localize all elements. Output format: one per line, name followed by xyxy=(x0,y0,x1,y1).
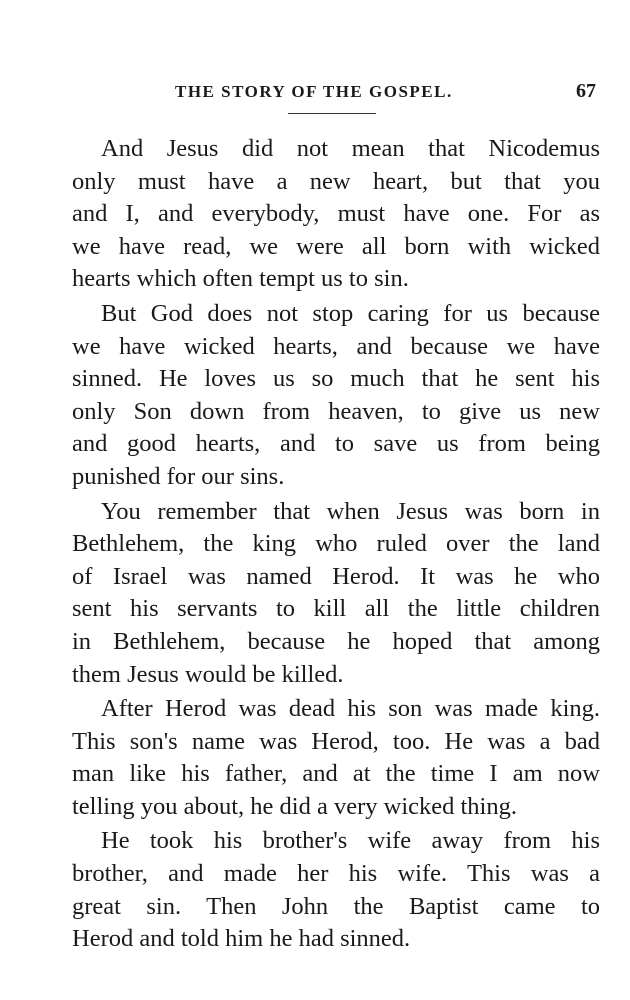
paragraph xyxy=(72,133,600,296)
paragraph xyxy=(72,693,600,823)
text-line: He took his brother's wife away from his xyxy=(101,827,600,855)
text-line: punished for our sins. xyxy=(72,462,285,490)
text-line: of Israel was named Herod. It was he who xyxy=(72,562,600,590)
text-line: them Jesus would be killed. xyxy=(72,660,344,688)
text-line: telling you about, he did a very wicked thing. xyxy=(72,792,517,820)
text-line: But God does not stop caring for us because xyxy=(101,299,600,327)
text-line: we have read, we were all born with wicked xyxy=(72,232,600,260)
text-line: brother, and made her his wife. This was a xyxy=(72,860,600,888)
text-line: hearts which often tempt us to sin. xyxy=(72,265,409,293)
paragraph xyxy=(72,496,600,692)
text-line: Herod and told him he had sinned. xyxy=(72,925,411,953)
text-line: great sin. Then John the Baptist came to xyxy=(72,892,600,920)
text-line: You remember that when Jesus was born in xyxy=(101,497,600,525)
text-line: and I, and everybody, must have one. For as xyxy=(72,200,600,228)
paragraph xyxy=(72,825,600,955)
text-line: sinned. He loves us so much that he sent his xyxy=(72,365,600,393)
text-line: Bethlehem, the king who ruled over the land xyxy=(72,530,600,558)
header-rule xyxy=(288,113,376,114)
text-line: we have wicked hearts, and because we have xyxy=(72,332,600,360)
paragraph xyxy=(72,298,600,494)
text-line: After Herod was dead his son was made king. xyxy=(101,695,600,723)
page-number: 67 xyxy=(576,80,596,102)
text-line: and good hearts, and to save us from being xyxy=(72,430,600,458)
text-line: man like his father, and at the time I am now xyxy=(72,760,600,788)
text-line: sent his servants to kill all the little children xyxy=(72,595,600,623)
text-line: This son's name was Herod, too. He was a bad xyxy=(72,727,600,755)
text-line: only Son down from heaven, to give us new xyxy=(72,397,600,425)
body-text xyxy=(72,133,600,956)
text-line: And Jesus did not mean that Nicodemus xyxy=(101,135,600,162)
text-line: only must have a new heart, but that you xyxy=(72,167,600,195)
text-line: in Bethlehem, because he hoped that among xyxy=(72,627,600,655)
running-title: THE STORY OF THE GOSPEL. xyxy=(175,82,453,101)
